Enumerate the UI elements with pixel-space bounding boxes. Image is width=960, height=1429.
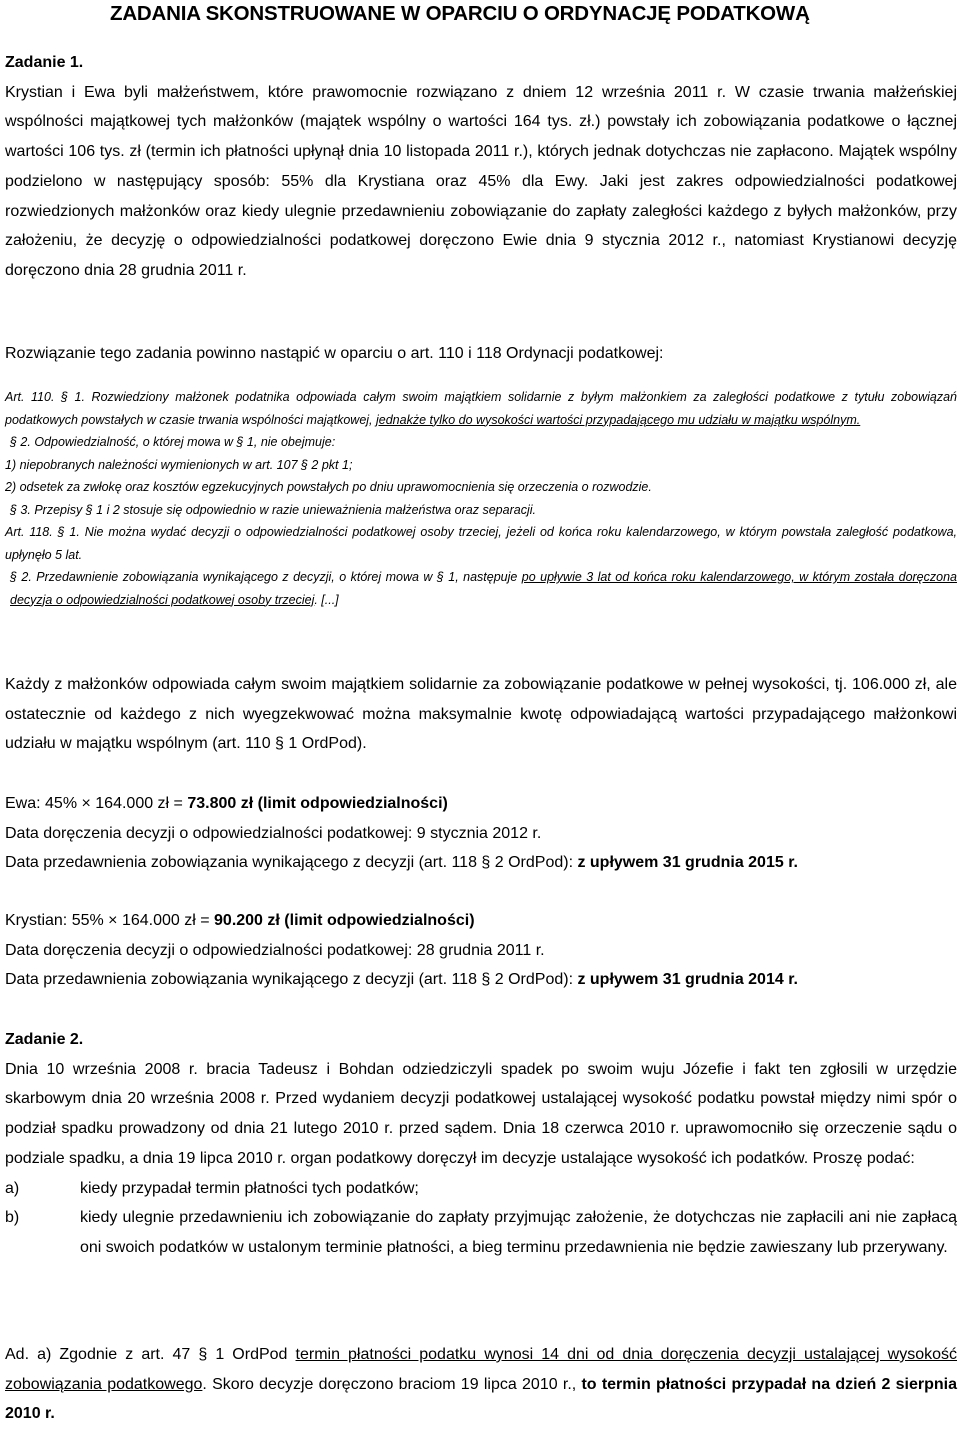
item-a-text: kiedy przypadał termin płatności tych podatków;: [80, 1179, 419, 1197]
krystian-prescription-text: Data przedawnienia zobowiązania wynikającego z decyzji (art. 118 § 2 OrdPod):: [5, 971, 578, 989]
art110-par1-text: Art. 110. § 1. Rozwiedziony małżonek podatnika odpowiada całym swoim majątkiem solidarnie z byłym małżonkiem za zaległości podatkowe z tytułu zobowiązań podatkowych powstałych w czasie trwania wspólności majątkowej,: [5, 390, 957, 427]
art110-par2: § 2. Odpowiedzialność, o której mowa w § 1, nie obejmuje:: [10, 435, 336, 449]
task2-answer-underlined: termin płatności podatku wynosi 14 dni od dnia doręczenia decyzji ustalającej wysokość zobowiązania podatkowego: [5, 1346, 958, 1393]
document-title: ZADANIA SKONSTRUOWANE W OPARCIU O ORDYNACJĘ PODATKOWĄ: [110, 2, 810, 25]
item-a-label: a): [5, 1179, 20, 1197]
krystian-prescription: [5, 965, 957, 995]
task1-body: Krystian i Ewa byli małżeństwem, które prawomocnie rozwiązano z dniem 12 września 2011 r. W czasie trwania małżeńskiej wspólności majątkowej tych małżonków (majątek wspólny o wartości 164 tys. zł.) powstały ich zobowiązania podatkowe o łącznej wartości 106 tys. zł (termin ich płatności upłynął dnia 10 listopada 2011 r.), których jednak dotychczas nie zapłacono. Majątek wspólny podzielono w następujący sposób: 55% dla Krystiana oraz 45% dla Ewy. Jaki jest zakres odpowiedzialności podatkowej rozwiedzionych małżonków oraz kiedy ulegnie przedawnieniu zobowiązanie do zapłaty zaległości każdego z byłych małżonków, przy założeniu, że decyzję o odpowiedzialności podatkowej doręczono Ewie dnia 9 stycznia 2012 r., natomiast Krystianowi decyzję doręczono dnia 28 grudnia 2011 r.: [5, 83, 957, 279]
ewa-calc-result: 73.800 zł (limit odpowiedzialności): [187, 795, 448, 812]
law-excerpt: [5, 386, 957, 611]
task1-heading: Zadanie 1.: [5, 54, 84, 71]
art118-par1: Art. 118. § 1. Nie można wydać decyzji o odpowiedzialności podatkowej osoby trzeciej, jeżeli od końca roku kalendarzowego, w którym powstała zaległość podatkowa, upłynęło 5 lat.: [5, 525, 957, 562]
item-b-text: kiedy ulegnie przedawnieniu ich zobowiązanie do zapłaty przyjmując założenie, że dotychczas nie zapłacili ani nie zapłacą oni swoich podatków w ustalonym terminie płatności, a bieg terminu przedawnienia nie będzie zawieszany lub przerywany.: [80, 1209, 957, 1256]
krystian-delivery-date: Data doręczenia decyzji o odpowiedzialności podatkowej: 28 grudnia 2011 r.: [5, 941, 545, 959]
item-b-label: b): [5, 1209, 20, 1227]
task2-answer: [5, 1340, 957, 1429]
task1-answer: Każdy z małżonków odpowiada całym swoim majątkiem solidarnie za zobowiązanie podatkowe w pełnej wysokości, tj. 106.000 zł, ale ostatecznie od każdego z nich wyegzekwować można maksymalnie kwotę odpowiadającą wartości przypadającego małżonkowi udziału w majątku wspólnym (art. 110 § 1 OrdPod).: [5, 676, 957, 752]
ewa-prescription-date: z upływem 31 grudnia 2015 r.: [577, 854, 798, 872]
art110-par3: § 3. Przepisy § 1 i 2 stosuje się odpowiednio w razie unieważnienia małżeństwa oraz separacji.: [10, 502, 536, 517]
art110-par2-item1: 1) niepobranych należności wymienionych w art. 107 § 2 pkt 1;: [5, 457, 353, 472]
task2-section: [5, 1025, 957, 1263]
task1-section: [5, 48, 957, 286]
krystian-block: [5, 906, 957, 995]
art118-par2: [5, 566, 957, 611]
ewa-calculation: [5, 789, 957, 819]
task2-answer-cont: . Skoro decyzje doręczono braciom 19 lipca 2010 r.,: [202, 1375, 582, 1393]
krystian-calc-text: Krystian: 55% × 164.000 zł =: [5, 912, 215, 929]
task2-answer-text: Ad. a) Zgodnie z art. 47 § 1 OrdPod: [5, 1346, 296, 1363]
art118-par2-underlined: po upływie 3 lat od końca roku kalendarzowego, w którym została doręczona decyzja o odpowiedzialności podatkowej osoby trzeciej: [10, 570, 957, 607]
ewa-prescription-text: Data przedawnienia zobowiązania wynikającego z decyzji (art. 118 § 2 OrdPod):: [5, 854, 578, 872]
task2-answer-bold: to termin płatności przypadał na dzień 2 sierpnia 2010 r.: [5, 1375, 958, 1423]
krystian-calculation: [5, 906, 957, 936]
art110-par1: [5, 386, 957, 431]
ewa-block: [5, 789, 957, 878]
krystian-calc-result: 90.200 zł (limit odpowiedzialności): [214, 912, 475, 929]
task2-heading: Zadanie 2.: [5, 1031, 84, 1048]
task1-instruction: Rozwiązanie tego zadania powinno nastąpić w oparciu o art. 110 i 118 Ordynacji podatkowej:: [5, 345, 664, 362]
art110-par2-item2: 2) odsetek za zwłokę oraz kosztów egzekucyjnych powstałych po dniu uprawomocnienia się orzeczenia o rozwodzie.: [5, 480, 652, 494]
ewa-prescription: [5, 848, 957, 878]
task2-body: Dnia 10 września 2008 r. bracia Tadeusz i Bohdan odziedziczyli spadek po swoim wuju Józefie i fakt ten zgłosili w urzędzie skarbowym dnia 20 września 2008 r. Przed wydaniem decyzji podatkowej ustalającej wysokość podatku powstał między nimi spór o podział spadku prowadzony od dnia 21 lutego 2010 r. przed sądem. Dnia 18 czerwca 2010 r. uprawomocniło się orzeczenie sądu o podziale spadku, a dnia 19 lipca 2010 r. organ podatkowy doręczył im decyzje ustalające wysokość ich podatków. Proszę podać:: [5, 1060, 957, 1167]
task2-item-a: [5, 1174, 957, 1204]
art118-par2-end: . [...]: [314, 592, 339, 607]
art118-par2-text: § 2. Przedawnienie zobowiązania wynikającego z decyzji, o której mowa w § 1, następuje: [10, 570, 522, 584]
ewa-calc-text: Ewa: 45% × 164.000 zł =: [5, 795, 188, 812]
task2-item-b: [5, 1203, 957, 1262]
ewa-delivery-date: Data doręczenia decyzji o odpowiedzialności podatkowej: 9 stycznia 2012 r.: [5, 824, 542, 842]
krystian-prescription-date: z upływem 31 grudnia 2014 r.: [577, 971, 798, 989]
art110-par1-underlined: jednakże tylko do wysokości wartości przypadającego mu udziału w majątku wspólnym.: [376, 412, 861, 427]
